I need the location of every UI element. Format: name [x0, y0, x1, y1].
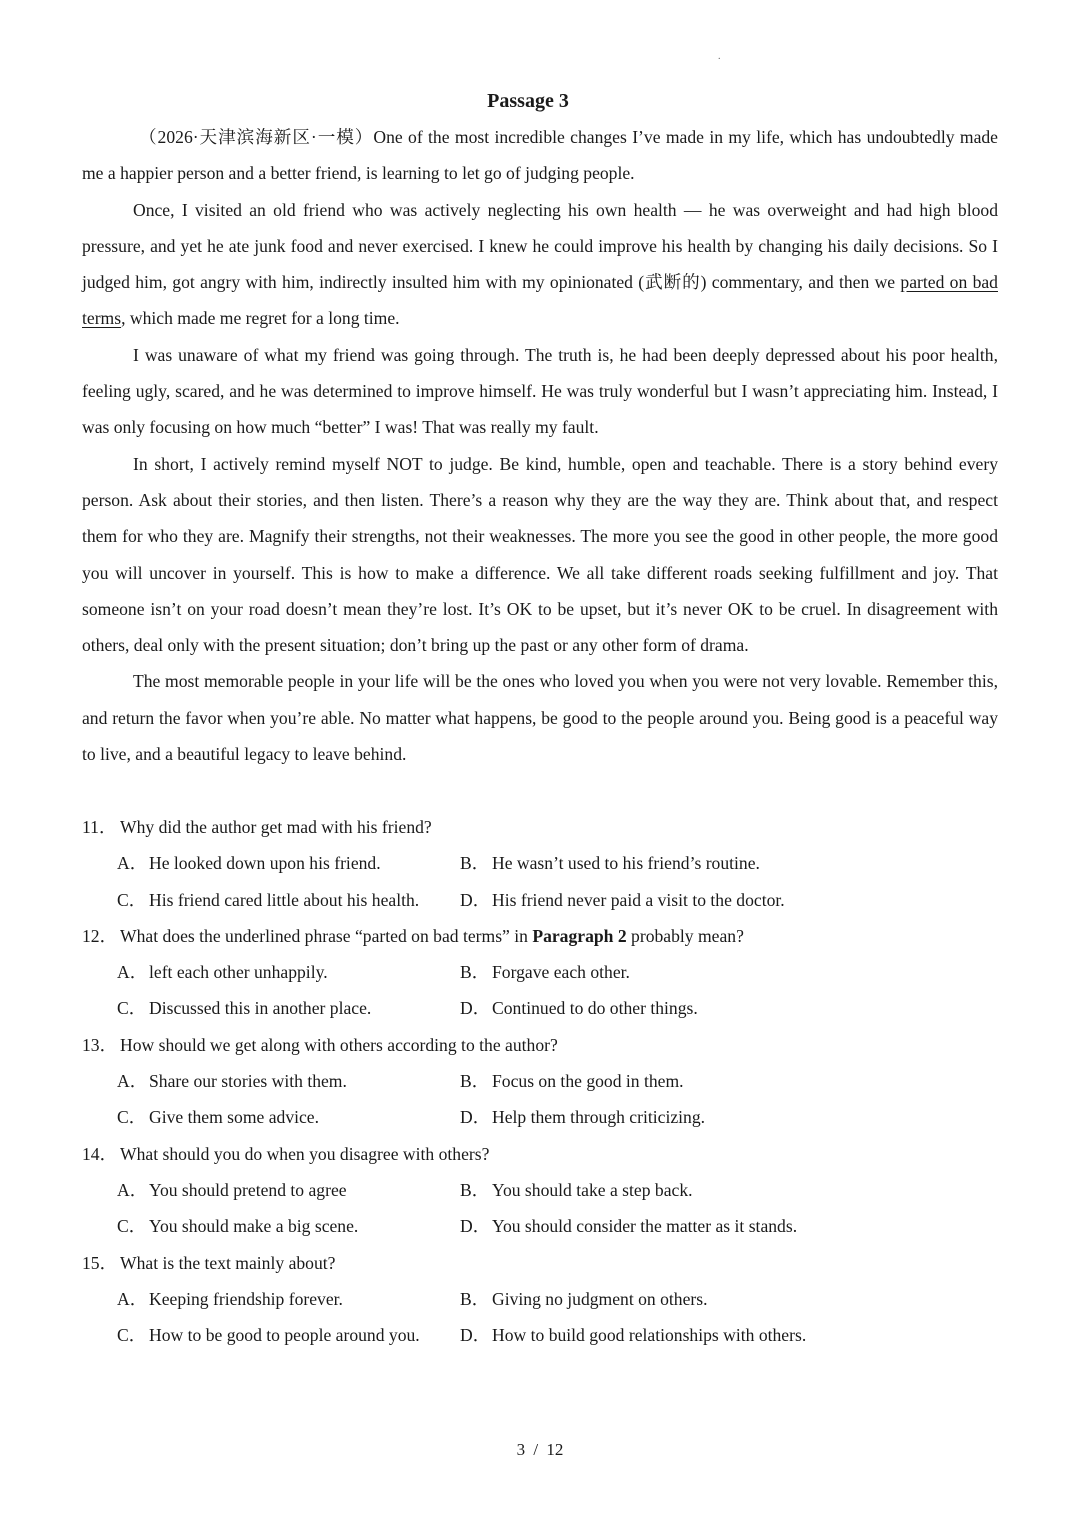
- option-text: You should make a big scene.: [149, 1216, 359, 1237]
- underlined-phrase: parted on bad terms: [82, 272, 998, 329]
- option-row: [82, 1317, 1022, 1353]
- question-15-stem: [82, 1245, 1022, 1281]
- question-14-stem: [82, 1136, 1022, 1172]
- question-number: 13．: [82, 1034, 118, 1055]
- option-row: [82, 954, 1022, 990]
- question-text-bold: Paragraph 2: [532, 925, 627, 946]
- option-letter: C．: [117, 998, 147, 1019]
- option-letter: A．: [117, 853, 148, 874]
- question-13-stem: [82, 1027, 1022, 1063]
- option-c[interactable]: [117, 1208, 460, 1244]
- option-letter: C．: [117, 1107, 147, 1128]
- option-text: You should take a step back.: [492, 1179, 693, 1200]
- option-c[interactable]: [117, 990, 460, 1026]
- question-12-stem: [82, 918, 1022, 954]
- option-text: left each other unhappily.: [149, 962, 328, 983]
- option-text: Keeping friendship forever.: [149, 1288, 343, 1309]
- option-letter: B．: [460, 1179, 490, 1200]
- paragraph-4: In short, I actively remind myself NOT to judge. Be kind, humble, open and teachable. There is a story behind every person. Ask about their stories, and then listen. There’s a reason why they are the way they are. Think about that, and respect them for who they are. Magnify their strengths, not their weaknesses. The more you see the good in other people, the more good you will uncover in yourself. This is how to make a difference. We all take different roads seeking fulfillment and joy. That someone isn’t on your road doesn’t mean they’re lost. It’s OK to be upset, but it’s never OK to be cruel. In disagreement with others, deal only with the present situation; don’t bring up the past or any other form of drama.: [82, 453, 998, 656]
- option-text: You should pretend to agree: [149, 1179, 347, 1200]
- option-row: [82, 1172, 1022, 1208]
- question-text-after: probably mean?: [626, 925, 744, 946]
- option-letter: B．: [460, 962, 490, 983]
- page-total: 12: [546, 1440, 564, 1459]
- question-text: Why did the author get mad with his friend?: [120, 817, 432, 837]
- option-a[interactable]: [117, 845, 460, 881]
- option-a[interactable]: [117, 1172, 460, 1208]
- option-letter: A．: [117, 1179, 148, 1200]
- option-c[interactable]: [117, 1099, 460, 1135]
- option-row: [82, 1281, 1022, 1317]
- page-separator: /: [533, 1440, 539, 1459]
- passage-body: [82, 119, 998, 772]
- option-text: How to be good to people around you.: [149, 1325, 420, 1346]
- question-number: 14．: [82, 1143, 118, 1164]
- option-b[interactable]: [460, 954, 630, 990]
- page-number: [0, 1438, 1080, 1462]
- option-text: Share our stories with them.: [149, 1071, 347, 1092]
- paragraph-3: I was unaware of what my friend was going through. The truth is, he had been deeply depressed about his poor health, feeling ugly, scared, and he was determined to improve himself. He was truly wonderful but I wasn’t appreciating him. Instead, I was only focusing on how much “better” I was! That was really my fault.: [82, 344, 998, 438]
- option-letter: B．: [460, 1288, 490, 1309]
- option-letter: A．: [117, 1071, 148, 1092]
- option-a[interactable]: [117, 1281, 460, 1317]
- option-letter: C．: [117, 889, 147, 910]
- option-letter: A．: [117, 1288, 148, 1309]
- option-letter: D．: [460, 1216, 491, 1237]
- option-letter: B．: [460, 853, 490, 874]
- option-letter: C．: [117, 1325, 147, 1346]
- option-row: [82, 1063, 1022, 1099]
- option-text: Discussed this in another place.: [149, 998, 372, 1019]
- option-text: Help them through criticizing.: [492, 1107, 706, 1128]
- question-number: 15．: [82, 1252, 118, 1273]
- option-text: He wasn’t used to his friend’s routine.: [492, 853, 760, 874]
- question-11-stem: [82, 809, 1022, 845]
- option-d[interactable]: [460, 882, 785, 918]
- option-a[interactable]: [117, 954, 460, 990]
- paragraph-2-tail: , which made me regret for a long time.: [121, 308, 400, 329]
- question-text: How should we get along with others according to the author?: [120, 1034, 558, 1055]
- option-text: Giving no judgment on others.: [492, 1288, 708, 1309]
- option-b[interactable]: [460, 845, 760, 881]
- option-row: [82, 882, 1022, 918]
- option-text: Focus on the good in them.: [492, 1071, 684, 1092]
- option-c[interactable]: [117, 882, 460, 918]
- option-d[interactable]: [460, 1208, 797, 1244]
- option-text: His friend never paid a visit to the doctor.: [492, 889, 785, 910]
- option-b[interactable]: [460, 1281, 708, 1317]
- option-d[interactable]: [460, 1099, 705, 1135]
- paragraph-1: [82, 119, 998, 192]
- option-row: [82, 1208, 1022, 1244]
- question-number: 11．: [82, 817, 117, 837]
- header-mark: .: [718, 51, 721, 62]
- option-text: Forgave each other.: [492, 962, 630, 983]
- option-letter: D．: [460, 1107, 491, 1128]
- option-b[interactable]: [460, 1172, 693, 1208]
- option-letter: D．: [460, 998, 491, 1019]
- option-row: [82, 990, 1022, 1026]
- option-text: He looked down upon his friend.: [149, 853, 381, 874]
- question-list: [82, 809, 1022, 1353]
- option-text: You should consider the matter as it stands.: [492, 1216, 798, 1237]
- option-text: His friend cared little about his health.: [149, 889, 420, 910]
- question-text-before: What does the underlined phrase “parted on bad terms” in: [120, 925, 533, 946]
- question-text: What should you do when you disagree with others?: [120, 1143, 490, 1164]
- paragraph-2-text: Once, I visited an old friend who was actively neglecting his own health — he was overweight and had high blood pressure, and yet he ate junk food and never exercised. I knew he could improve his health by changing his daily decisions. So I judged him, got angry with him, indirectly insulted him with my opinionated (武断的) commentary, and then we: [82, 199, 998, 293]
- option-b[interactable]: [460, 1063, 684, 1099]
- source-label: （2026·天津滨海新区·一模）: [139, 127, 374, 147]
- option-text: Continued to do other things.: [492, 998, 698, 1019]
- option-d[interactable]: [460, 990, 698, 1026]
- option-letter: A．: [117, 962, 148, 983]
- option-a[interactable]: [117, 1063, 460, 1099]
- option-c[interactable]: [117, 1317, 460, 1353]
- option-letter: B．: [460, 1071, 490, 1092]
- option-row: [82, 845, 1022, 881]
- option-letter: D．: [460, 889, 491, 910]
- option-text: Give them some advice.: [149, 1107, 320, 1128]
- paragraph-5: The most memorable people in your life will be the ones who loved you when you were not very lovable. Remember this, and return the favor when you’re able. No matter what happens, be good to the people around you. Being good is a peaceful way to live, and a beautiful legacy to leave behind.: [82, 671, 998, 765]
- question-number: 12．: [82, 925, 118, 946]
- paragraph-1-text: One of the most incredible changes I’ve made in my life, which has undoubtedly made me a happier person and a better friend, is learning to let go of judging people.: [82, 127, 998, 184]
- paragraph-2: [82, 192, 998, 337]
- option-letter: D．: [460, 1325, 491, 1346]
- option-letter: C．: [117, 1216, 147, 1237]
- page-current: 3: [516, 1440, 526, 1459]
- question-text: What is the text mainly about?: [120, 1252, 336, 1273]
- passage-title: Passage 3: [487, 90, 569, 112]
- option-text: How to build good relationships with others.: [492, 1325, 807, 1346]
- option-row: [82, 1099, 1022, 1135]
- option-d[interactable]: [460, 1317, 806, 1353]
